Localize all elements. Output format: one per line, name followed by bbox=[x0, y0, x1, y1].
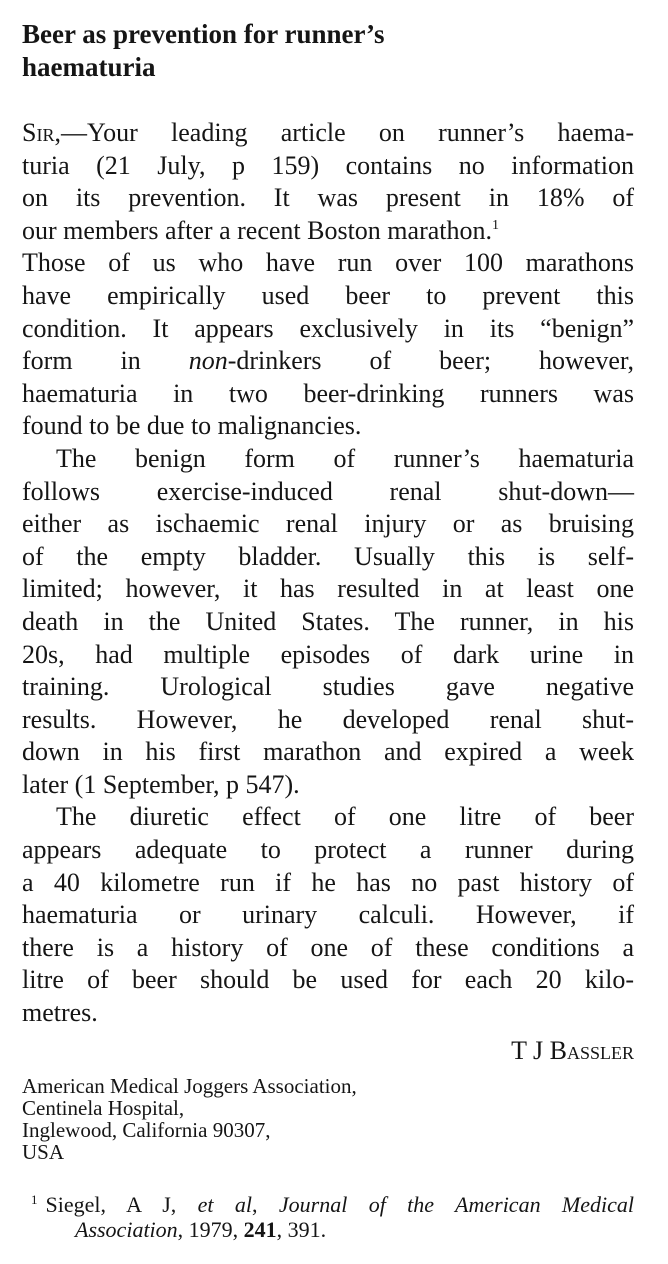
paragraph-1-line: our members after a recent Boston marathon.$^1$ bbox=[22, 215, 499, 245]
paragraph-2-line: 20s, had multiple episodes of dark urine in bbox=[22, 639, 634, 669]
paragraph-2-line: of the empty bladder. Usually this is self- bbox=[22, 541, 634, 571]
paragraph-2-line: either as ischaemic renal injury or as bruising bbox=[22, 509, 634, 539]
paragraph-3-line: haematuria or urinary calculi. However, if bbox=[22, 900, 634, 930]
paragraph-1-line: condition. It appears exclusively in its “benign” bbox=[22, 313, 634, 343]
footnote-line: Association, 1979, 241, 391. bbox=[75, 1217, 327, 1242]
paragraph-2-line: training. Urological studies gave negative bbox=[22, 672, 634, 702]
volume-number: 241 bbox=[243, 1217, 277, 1242]
paragraph-3-line: there is a history of one of these conditions a bbox=[22, 932, 634, 962]
address-line: American Medical Joggers Association, bbox=[22, 1074, 357, 1098]
paragraph-3-line: litre of beer should be used for each 20 kilo- bbox=[22, 965, 634, 995]
paragraph-1-line: turia (21 July, p 159) contains no information bbox=[22, 150, 634, 180]
title-line: haematuria bbox=[22, 51, 156, 82]
author-address bbox=[22, 1075, 622, 1163]
paragraph-1-line: Those of us who have run over 100 marathons bbox=[22, 248, 634, 278]
paragraph-1-line: found to be due to malignancies. bbox=[22, 411, 362, 441]
paragraph-2-line: later (1 September, p 547). bbox=[22, 769, 300, 799]
address-line: USA bbox=[22, 1140, 65, 1164]
emphasis-non: non bbox=[188, 346, 228, 376]
paragraph-2-line: down in his first marathon and expired a week bbox=[22, 737, 634, 767]
footnote-reference bbox=[22, 1192, 634, 1242]
footnote-line: $^1$ Siegel, A J, et al, Journal of the American Medical bbox=[31, 1192, 635, 1217]
paragraph-3-line: metres. bbox=[22, 998, 98, 1028]
paragraph-1-line: haematuria in two beer-drinking runners was bbox=[22, 378, 634, 408]
paragraph-1-line: on its prevention. It was present in 18% of bbox=[22, 183, 634, 213]
paragraph-3-line: appears adequate to protect a runner during bbox=[22, 835, 634, 865]
address-line: Centinela Hospital, bbox=[22, 1096, 185, 1120]
address-line: Inglewood, California 90307, bbox=[22, 1118, 271, 1142]
salutation: Sir, bbox=[22, 118, 61, 147]
author-signature bbox=[511, 1035, 634, 1067]
paragraph-3-line: a 40 kilometre run if he has no past history of bbox=[22, 867, 634, 897]
paragraph-2-line: death in the United States. The runner, in his bbox=[22, 606, 634, 636]
paragraph-3-line: The diuretic effect of one litre of beer bbox=[56, 802, 634, 832]
article-title bbox=[22, 18, 642, 83]
paragraph-2-line: limited; however, it has resulted in at least one bbox=[22, 574, 634, 604]
letter-body bbox=[22, 117, 634, 1030]
author-surname: Bassler bbox=[549, 1036, 634, 1065]
paragraph-1-line: have empirically used beer to prevent this bbox=[22, 280, 634, 310]
paragraph-1-line: Sir,—Your leading article on runner’s haema- bbox=[22, 118, 634, 147]
paragraph-1-line: form in non-drinkers of beer; however, bbox=[22, 346, 635, 376]
paragraph-2-line: follows exercise-induced renal shut-down— bbox=[22, 476, 634, 506]
author-initials: T J bbox=[511, 1036, 544, 1065]
journal-name: Journal of the American Medical bbox=[278, 1192, 635, 1217]
paragraph-2-line: results. However, he developed renal shut- bbox=[22, 704, 634, 734]
reference-mark: 1 bbox=[492, 217, 499, 233]
title-line: Beer as prevention for runner’s bbox=[22, 19, 385, 49]
paragraph-2-line: The benign form of runner’s haematuria bbox=[56, 443, 634, 473]
footnote-mark: 1 bbox=[31, 1192, 38, 1207]
